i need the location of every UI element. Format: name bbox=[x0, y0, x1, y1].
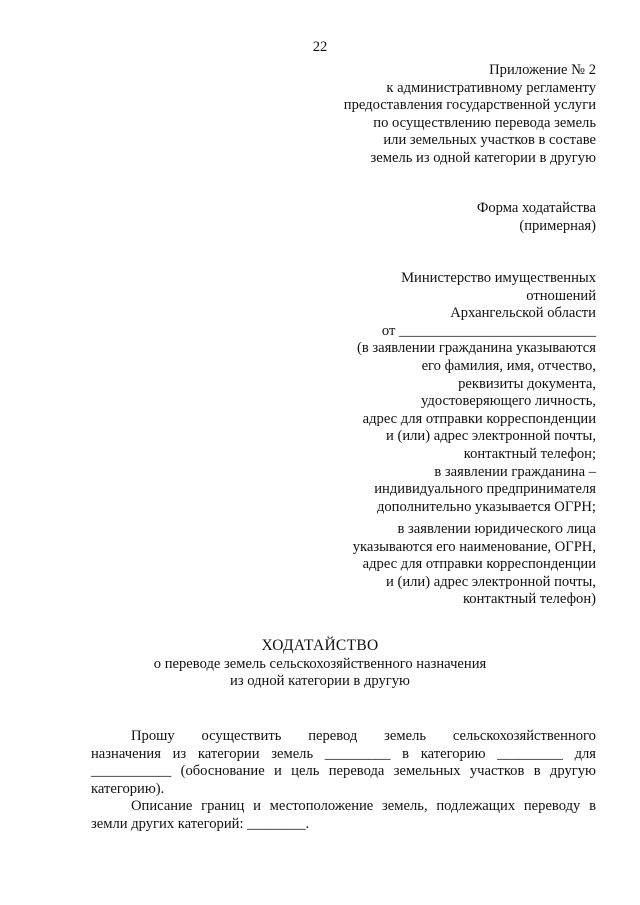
word: земельных bbox=[393, 763, 461, 780]
word: сельскохозяйственного bbox=[452, 728, 596, 744]
addressee-line: адрес для отправки корреспонденции bbox=[362, 410, 596, 427]
to-category-blank: _________ bbox=[497, 745, 563, 762]
appendix-line: или земельных участков в составе bbox=[383, 132, 596, 149]
addressee-line: в заявлении гражданина – bbox=[434, 463, 596, 480]
word: земель bbox=[271, 745, 314, 762]
addressee-line: отношений bbox=[526, 287, 596, 304]
appendix-line: земель из одной категории в другую bbox=[370, 149, 596, 166]
legal-note-line: указываются его наименование, ОГРН, bbox=[352, 538, 596, 555]
word: цель bbox=[291, 763, 320, 780]
sender-blank-line: от ___________________________ bbox=[381, 322, 596, 339]
from-category-blank: _________ bbox=[324, 745, 391, 762]
form-type bbox=[477, 200, 596, 235]
addressee-line: удостоверяющего личность, bbox=[421, 393, 596, 410]
word: перевод bbox=[308, 728, 358, 744]
body-line bbox=[91, 798, 596, 816]
legal-note-line: адрес для отправки корреспонденции bbox=[362, 556, 596, 573]
body-line: земли других категорий: ________. bbox=[91, 815, 310, 832]
word: в bbox=[533, 763, 541, 780]
addressee-line: Министерство имущественных bbox=[401, 270, 596, 286]
word: земель bbox=[384, 728, 427, 744]
appendix-line: к административному регламенту bbox=[386, 79, 596, 96]
word: границ bbox=[201, 798, 245, 815]
page-number: 22 bbox=[312, 39, 328, 55]
addressee-line: контактный телефон; bbox=[463, 445, 596, 462]
addressee-line: (в заявлении гражданина указываются bbox=[356, 340, 596, 357]
word: и bbox=[253, 798, 261, 815]
legal-note-line: в заявлении юридического лица bbox=[397, 521, 596, 537]
word: Прошу bbox=[131, 728, 175, 744]
addressee-line: дополнительно указывается ОГРН; bbox=[376, 498, 596, 515]
addressee-line: Архангельской области bbox=[450, 305, 596, 322]
body-line bbox=[91, 763, 596, 781]
word: переводу bbox=[523, 798, 581, 815]
document-title-block bbox=[0, 637, 640, 691]
addressee-block bbox=[357, 270, 596, 516]
word: в bbox=[402, 745, 410, 762]
appendix-line: по осуществлению перевода земель bbox=[373, 114, 596, 131]
word: из bbox=[172, 745, 187, 762]
word: участков bbox=[469, 763, 525, 780]
word: перевода bbox=[328, 763, 385, 780]
word: категорию bbox=[420, 745, 486, 762]
word: другую bbox=[549, 763, 596, 780]
appendix-header bbox=[344, 62, 596, 168]
word: подлежащих bbox=[436, 798, 516, 815]
word: земель, bbox=[382, 798, 428, 815]
appendix-line: Приложение № 2 bbox=[489, 62, 596, 78]
justification-blank: ___________ bbox=[91, 763, 172, 780]
document-subtitle-line: из одной категории в другую bbox=[230, 673, 410, 690]
body-line bbox=[91, 746, 596, 764]
word: осуществить bbox=[201, 728, 282, 744]
word: местоположение bbox=[269, 798, 374, 815]
document-subtitle-line: о переводе земель сельскохозяйственного назначения bbox=[153, 655, 487, 672]
addressee-line: его фамилия, имя, отчество, bbox=[421, 357, 596, 374]
form-type-line: Форма ходатайства bbox=[476, 200, 596, 216]
legal-entity-note bbox=[353, 521, 596, 609]
word: для bbox=[574, 745, 596, 762]
addressee-line: индивидуального предпринимателя bbox=[374, 481, 596, 498]
body-line: категорию). bbox=[91, 780, 165, 797]
addressee-line: реквизиты документа, bbox=[458, 375, 596, 392]
petition-body bbox=[91, 728, 596, 834]
word: категории bbox=[197, 745, 260, 762]
word: в bbox=[589, 798, 596, 815]
word: (обоснование bbox=[180, 763, 265, 780]
word: Описание bbox=[131, 798, 193, 815]
word: назначения bbox=[91, 745, 161, 762]
appendix-line: предоставления государственной услуги bbox=[343, 97, 596, 114]
legal-note-line: и (или) адрес электронной почты, bbox=[386, 573, 596, 590]
body-line bbox=[91, 728, 596, 746]
legal-note-line: контактный телефон) bbox=[462, 591, 596, 608]
form-type-line: (примерная) bbox=[519, 217, 596, 234]
addressee-line: и (или) адрес электронной почты, bbox=[386, 428, 596, 445]
word: и bbox=[274, 763, 282, 780]
document-title: ХОДАТАЙСТВО bbox=[261, 637, 379, 654]
